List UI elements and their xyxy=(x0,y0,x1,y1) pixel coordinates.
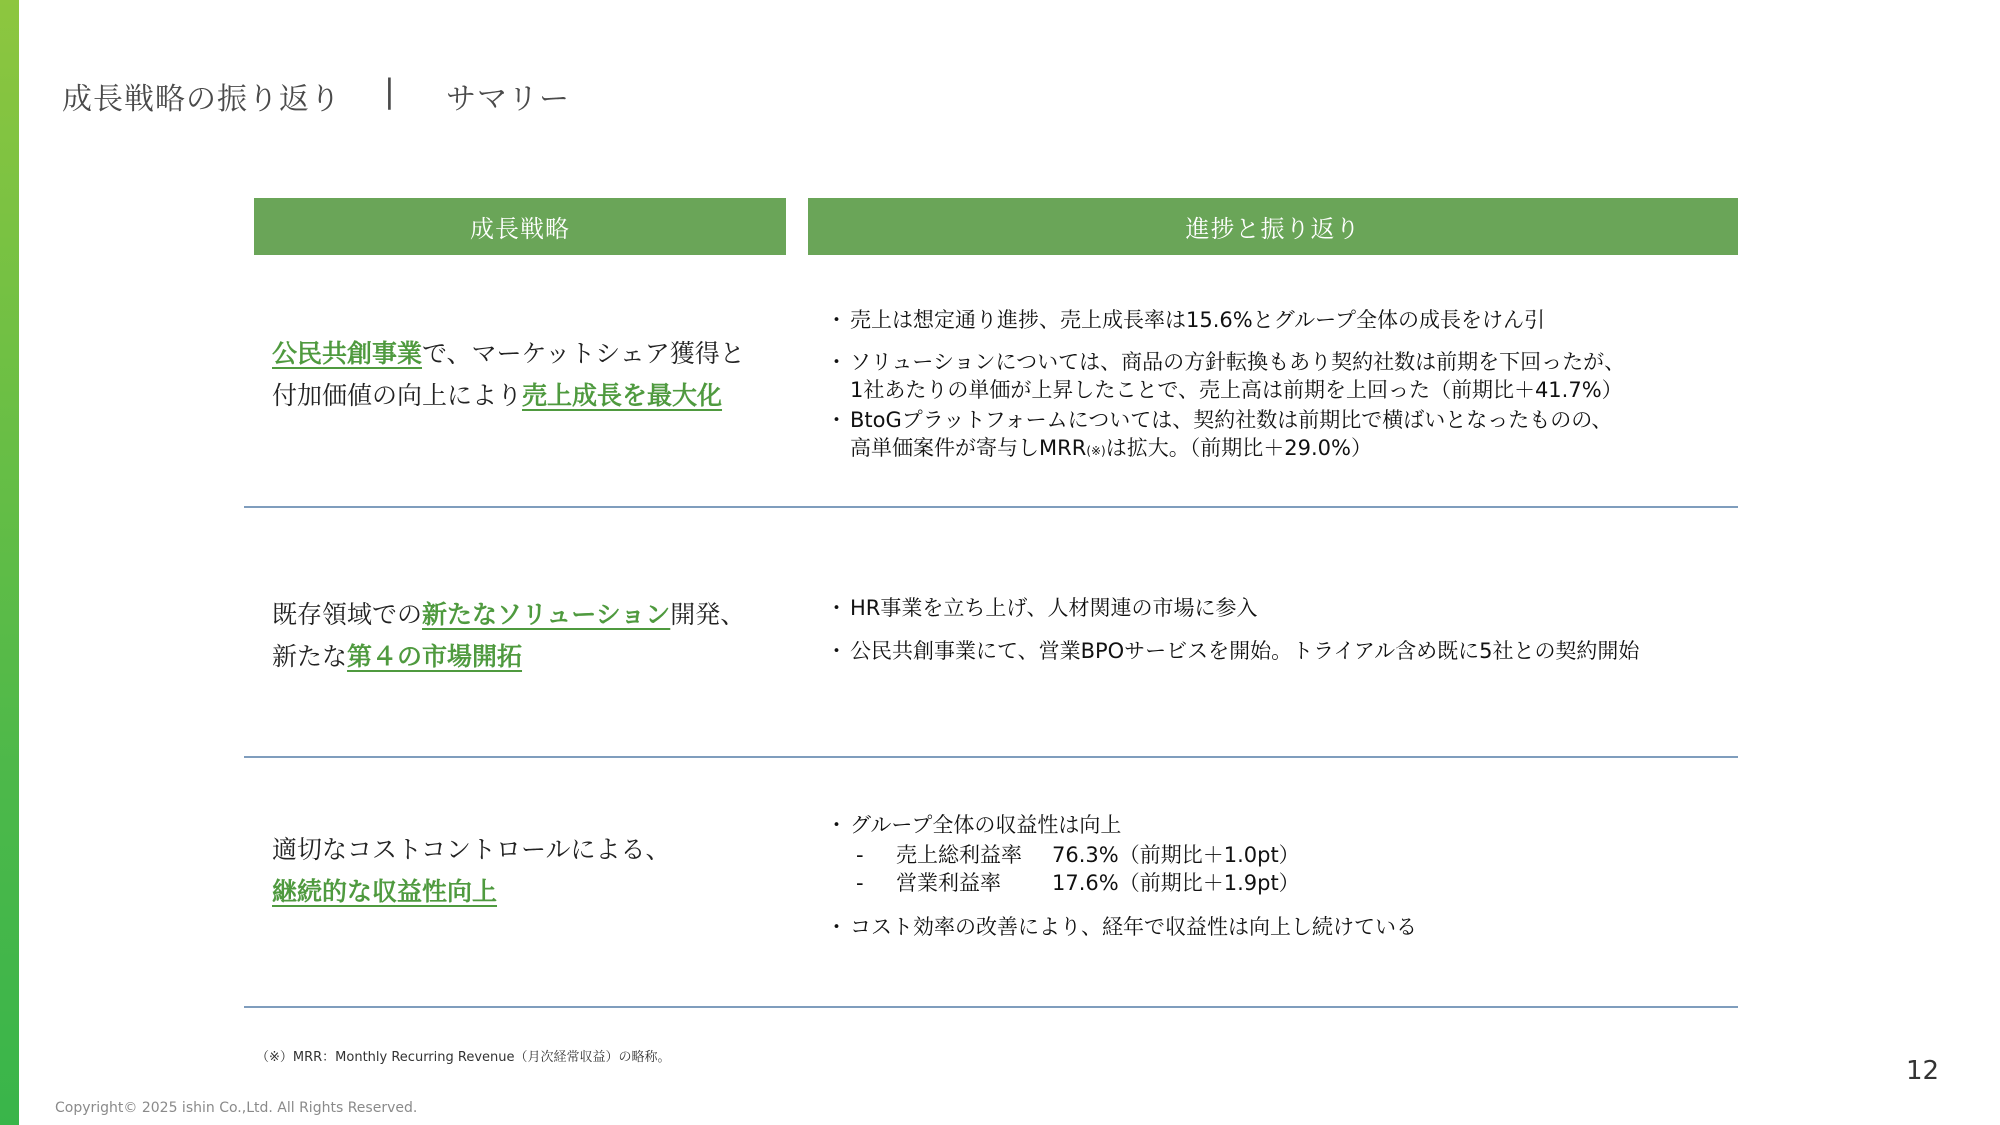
bullet-item: ・ コスト効率の改善により、経年で収益性は向上し続けている xyxy=(832,913,1732,941)
highlight-text: 売上成長を最大化 xyxy=(522,381,723,410)
column-header-progress: 進捗と振り返り xyxy=(808,198,1738,255)
strategy-text: 既存領域での xyxy=(272,600,423,629)
strategy-text: 適切なコストコントロールによる、 xyxy=(272,835,671,864)
page-number: 12 xyxy=(1906,1056,1940,1086)
progress-cell-1 xyxy=(832,306,1732,479)
copyright: Copyright© 2025 ishin Co.,Ltd. All Rights Reserved. xyxy=(55,1100,418,1116)
row-divider xyxy=(244,756,1738,758)
highlight-text: 公民共創事業 xyxy=(272,339,423,368)
progress-cell-2 xyxy=(832,594,1732,679)
bullet-item: ・ HR事業を立ち上げ、人材関連の市場に参入 xyxy=(832,594,1732,622)
sub-item: - 売上総利益率 76.3%（前期比＋1.0pt） xyxy=(856,843,1300,867)
footnote-marker: (※) xyxy=(1086,444,1106,458)
column-header-strategy: 成長戦略 xyxy=(254,198,786,255)
accent-bar xyxy=(0,0,19,1125)
highlight-text: 第４の市場開拓 xyxy=(347,642,523,671)
strategy-cell-3 xyxy=(272,829,792,913)
strategy-cell-2 xyxy=(272,594,792,678)
bullet-item: ・ 売上は想定通り進捗、売上成長率は15.6%とグループ全体の成長をけん引 xyxy=(832,306,1732,334)
footnote: （※）MRR：Monthly Recurring Revenue（月次経常収益）の略称。 xyxy=(256,1050,671,1065)
row-divider xyxy=(244,506,1738,508)
strategy-text: で、マーケットシェア獲得と xyxy=(422,339,745,368)
progress-cell-3 xyxy=(832,811,1732,955)
strategy-text: 開発、 xyxy=(670,600,746,629)
bullet-item: ・ BtoGプラットフォームについては、契約社数は前期比で横ばいとなったものの、 高単価案件が寄与しMRR(※)は拡大。（前期比＋29.0%） xyxy=(832,406,1732,465)
strategy-cell-1 xyxy=(272,333,792,417)
page-subtitle: サマリー xyxy=(446,82,570,117)
strategy-text: 付加価値の向上により xyxy=(272,381,523,410)
highlight-text: 継続的な収益性向上 xyxy=(272,877,498,906)
page-title: 成長戦略の振り返り xyxy=(62,82,341,117)
bullet-item: ・ グループ全体の収益性は向上 xyxy=(832,811,1732,839)
row-divider xyxy=(244,1006,1738,1008)
bullet-item: ・ 公民共創事業にて、営業BPOサービスを開始。トライアル含め既に5社との契約開始 xyxy=(832,637,1732,665)
title-separator: | xyxy=(384,72,395,110)
highlight-text: 新たなソリューション xyxy=(422,600,671,629)
strategy-text: 新たな xyxy=(272,642,348,671)
sub-item: - 営業利益率 17.6%（前期比＋1.9pt） xyxy=(856,871,1300,895)
bullet-item: ・ ソリューションについては、商品の方針転換もあり契約社数は前期を下回ったが、 1社あたりの単価が上昇したことで、売上高は前期を上回った（前期比＋41.7%） xyxy=(832,348,1732,404)
